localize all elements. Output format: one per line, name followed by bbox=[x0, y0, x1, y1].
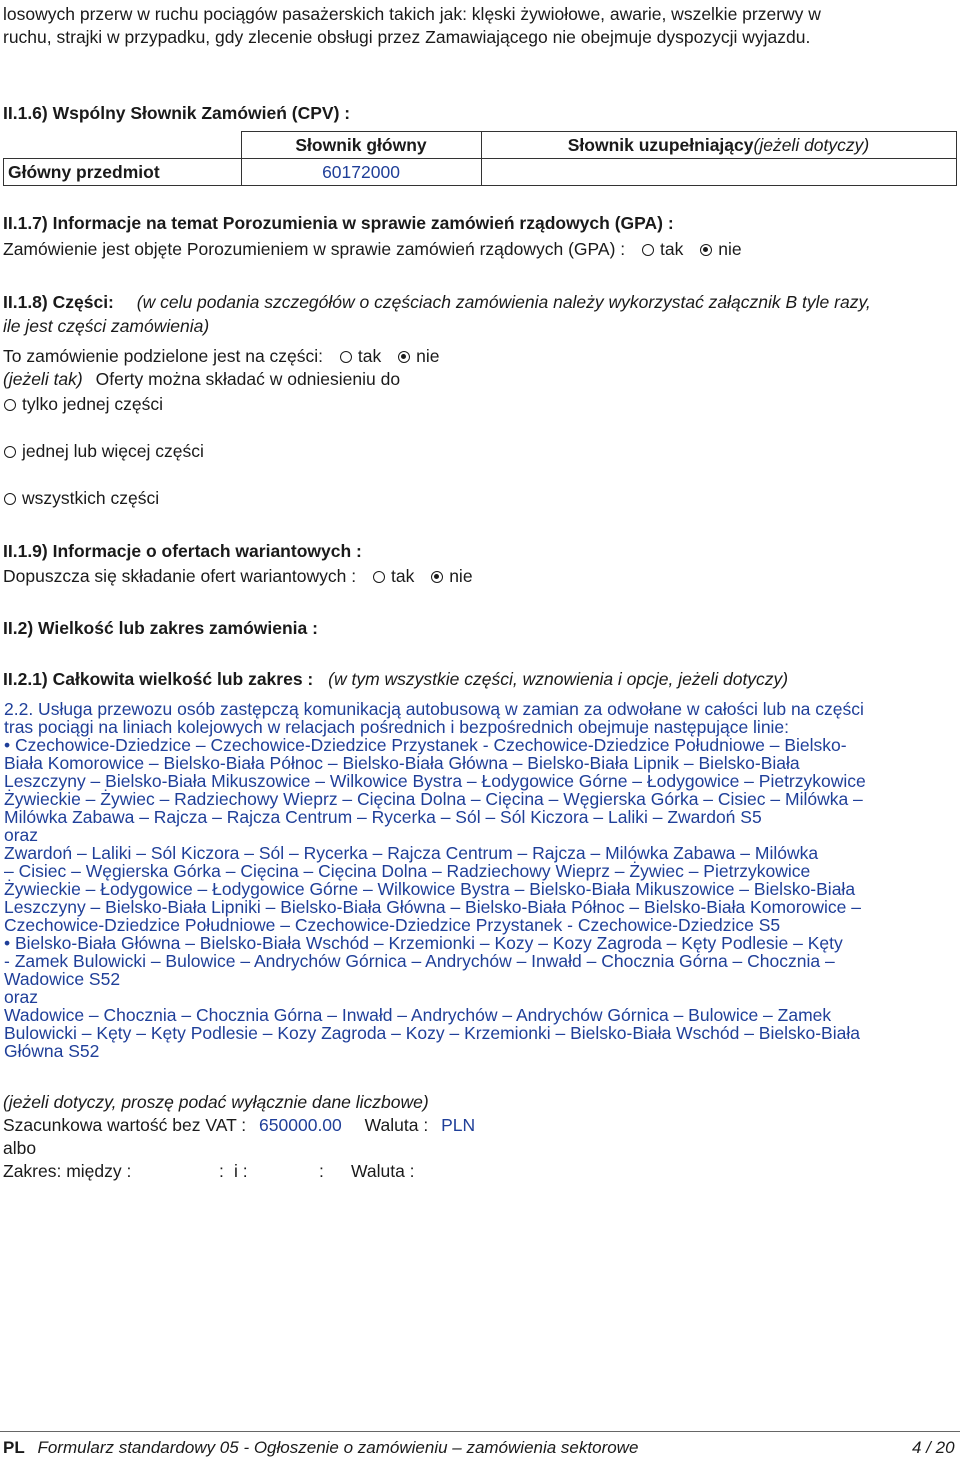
parts-option-all bbox=[4, 488, 159, 508]
scope-line: - Zamek Bulowicki – Bulowice – Andrychów Górnica – Andrychów – Inwałd – Chocznia Górna – Chocznia – bbox=[4, 951, 835, 971]
parts-radio-no[interactable] bbox=[398, 351, 410, 363]
parts-label-one: tylko jednej części bbox=[22, 394, 164, 414]
scope-sub-note: (w tym wszystkie części, wznowienia i opcje, jeżeli dotyczy) bbox=[328, 669, 789, 689]
estimate-label: Szacunkowa wartość bez VAT : bbox=[3, 1115, 247, 1135]
scope-line: Żywieckie – Żywiec – Radziechowy Wieprz – Cięcina Dolna – Cięcina – Węgierska Górka – Cisiec – Milówka – bbox=[4, 789, 863, 809]
gpa-heading: II.1.7) Informacje na temat Porozumienia w sprawie zamówień rządowych (GPA) : bbox=[3, 213, 674, 233]
scope-line: oraz bbox=[4, 987, 39, 1007]
parts-if-yes: (jeżeli tak) bbox=[3, 369, 83, 389]
scope-line: Czechowice-Dziedzice Południowe – Czechowice-Dziedzice Przystanek - Czechowice-Dziedzice S5 bbox=[4, 915, 781, 935]
parts-heading-row bbox=[3, 292, 871, 312]
parts-offers: Oferty można składać w odniesieniu do bbox=[95, 369, 401, 389]
range-colon: : bbox=[219, 1161, 224, 1181]
scope-line: Żywieckie – Łodygowice – Łodygowice Górne – Wilkowice Bystra – Bielsko-Biała Mikuszowice – Bielsko-Biała bbox=[4, 879, 856, 899]
or-label: albo bbox=[3, 1138, 37, 1158]
scope-line: Wadowice S52 bbox=[4, 969, 121, 989]
gpa-radio-no[interactable] bbox=[700, 244, 712, 256]
range-currency: Waluta : bbox=[351, 1161, 415, 1181]
range-label: Zakres: między : bbox=[3, 1161, 132, 1181]
scope-line: Leszczyny – Bielsko-Biała Mikuszowice – Wilkowice Bystra – Łodygowice Górne – Łodygowice – Pietrzykowice bbox=[4, 771, 866, 791]
variants-question: Dopuszcza się składanie ofert wariantowych : bbox=[3, 566, 357, 586]
parts-label-all: wszystkich części bbox=[22, 488, 160, 508]
footer-form: Formularz standardowy 05 - Ogłoszenie o zamówieniu – zamówienia sektorowe bbox=[37, 1438, 639, 1457]
parts-question: To zamówienie podzielone jest na części: bbox=[3, 346, 324, 366]
scope-line: Biała Komorowice – Bielsko-Biała Północ – Bielsko-Biała Główna – Bielsko-Biała Lipnik – Bielsko-Biała bbox=[4, 753, 800, 773]
scope-line: oraz bbox=[4, 825, 39, 845]
gpa-row bbox=[3, 239, 742, 259]
scope-description bbox=[4, 700, 954, 1060]
range-colon-2: : bbox=[319, 1161, 324, 1181]
intro-line-2: ruchu, strajki w przypadku, gdy zlecenie obsługi przez Zamawiającego nie obejmuje dyspozycji wyjazdu. bbox=[3, 27, 811, 47]
variants-row bbox=[3, 566, 473, 586]
footer-code: PL bbox=[3, 1438, 25, 1457]
scope-line: Główna S52 bbox=[4, 1041, 100, 1061]
scope-line: 2.2. Usługa przewozu osób zastępczą komunikacją autobusową w zamian za odwołane w całości lub na części bbox=[4, 699, 864, 719]
scope-line: Bulowicki – Kęty – Kęty Podlesie – Kozy Zagroda – Kozy – Krzemionki – Bielsko-Biała Wschód – Bielsko-Biała bbox=[4, 1023, 860, 1043]
parts-note-1: (w celu podania szczegółów o częściach zamówienia należy wykorzystać załącznik B tyle razy, bbox=[136, 292, 871, 312]
cpv-row-label: Główny przedmiot bbox=[4, 159, 242, 186]
parts-option-one bbox=[4, 394, 163, 414]
cpv-table bbox=[3, 131, 957, 186]
scope-line: Leszczyny – Bielsko-Biała Lipniki – Bielsko-Biała Główna – Bielsko-Biała Północ – Bielsko-Biała Komorowice – bbox=[4, 897, 861, 917]
parts-offers-row bbox=[3, 369, 400, 389]
scope-heading: II.2) Wielkość lub zakres zamówienia : bbox=[3, 618, 318, 638]
scope-line: – Cisiec – Węgierska Górka – Cięcina – Cięcina Dolna – Radziechowy Wieprz – Żywiec – Pietrzykowice bbox=[4, 861, 811, 881]
gpa-label-no: nie bbox=[718, 239, 742, 259]
cpv-col-supp-label: Słownik uzupełniający bbox=[567, 134, 754, 155]
gpa-label-yes: tak bbox=[660, 239, 684, 259]
variants-radio-no[interactable] bbox=[431, 571, 443, 583]
parts-note-2: ile jest części zamówienia) bbox=[3, 316, 210, 336]
footer bbox=[3, 1438, 638, 1458]
parts-heading: II.1.8) Części: bbox=[3, 292, 114, 312]
variants-heading: II.1.9) Informacje o ofertach wariantowych : bbox=[3, 541, 362, 561]
cpv-row-supp bbox=[481, 159, 956, 186]
parts-radio-all[interactable] bbox=[4, 493, 16, 505]
cpv-col-supp bbox=[481, 132, 956, 159]
cpv-col-main: Słownik główny bbox=[241, 132, 481, 159]
parts-question-row bbox=[3, 346, 440, 366]
gpa-question: Zamówienie jest objęte Porozumieniem w sprawie zamówień rządowych (GPA) : bbox=[3, 239, 626, 259]
parts-radio-yes[interactable] bbox=[340, 351, 352, 363]
scope-line: tras pociągi na liniach kolejowych w relacjach pośrednich i bezpośrednich obejmuje następujące linie: bbox=[4, 717, 790, 737]
parts-radio-many[interactable] bbox=[4, 446, 16, 458]
parts-label-yes: tak bbox=[357, 346, 382, 366]
scope-line: Zwardoń – Laliki – Sól Kiczora – Sól – Rycerka – Rajcza Centrum – Rajcza – Milówka Zabawa – Milówka bbox=[4, 843, 819, 863]
cpv-col-supp-note: (jeżeli dotyczy) bbox=[753, 134, 870, 155]
estimate-value: 650000.00 bbox=[259, 1115, 342, 1135]
parts-label-no: nie bbox=[416, 346, 440, 366]
scope-line: Wadowice – Chocznia – Chocznia Górna – Inwałd – Andrychów – Andrychów Górnica – Bulowice – Zamek bbox=[4, 1005, 832, 1025]
range-and: i : bbox=[234, 1161, 248, 1181]
scope-line: Milówka Zabawa – Rajcza – Rajcza Centrum – Rycerka – Sól – Sól Kiczora – Laliki – Zwardoń S5 bbox=[4, 807, 762, 827]
currency-value: PLN bbox=[441, 1115, 476, 1135]
scope-line: • Bielsko-Biała Główna – Bielsko-Biała Wschód – Krzemionki – Kozy – Kozy Zagroda – Kęty Podlesie – Kęty bbox=[4, 933, 843, 953]
parts-option-many bbox=[4, 441, 204, 461]
footer-divider bbox=[0, 1431, 960, 1432]
cpv-heading: II.1.6) Wspólny Słownik Zamówień (CPV) : bbox=[3, 103, 351, 123]
scope-sub-heading: II.2.1) Całkowita wielkość lub zakres : bbox=[3, 669, 314, 689]
parts-radio-one[interactable] bbox=[4, 399, 16, 411]
intro-line-1: losowych przerw w ruchu pociągów pasażerskich takich jak: klęski żywiołowe, awarie, wszelkie przerwy w bbox=[3, 4, 821, 24]
variants-label-yes: tak bbox=[390, 566, 415, 586]
parts-label-many: jednej lub więcej części bbox=[22, 441, 204, 461]
scope-sub-row bbox=[3, 669, 788, 689]
variants-radio-yes[interactable] bbox=[373, 571, 385, 583]
variants-label-no: nie bbox=[449, 566, 473, 586]
scope-line: • Czechowice-Dziedzice – Czechowice-Dziedzice Przystanek - Czechowice-Dziedzice Południowe – Bielsko- bbox=[4, 735, 847, 755]
gpa-radio-yes[interactable] bbox=[642, 244, 654, 256]
footer-page: 4 / 20 bbox=[912, 1438, 955, 1457]
estimate-row bbox=[3, 1115, 475, 1135]
numeric-note: (jeżeli dotyczy, proszę podać wyłącznie dane liczbowe) bbox=[3, 1092, 429, 1112]
cpv-row-value: 60172000 bbox=[241, 159, 481, 186]
currency-label: Waluta : bbox=[364, 1115, 429, 1135]
